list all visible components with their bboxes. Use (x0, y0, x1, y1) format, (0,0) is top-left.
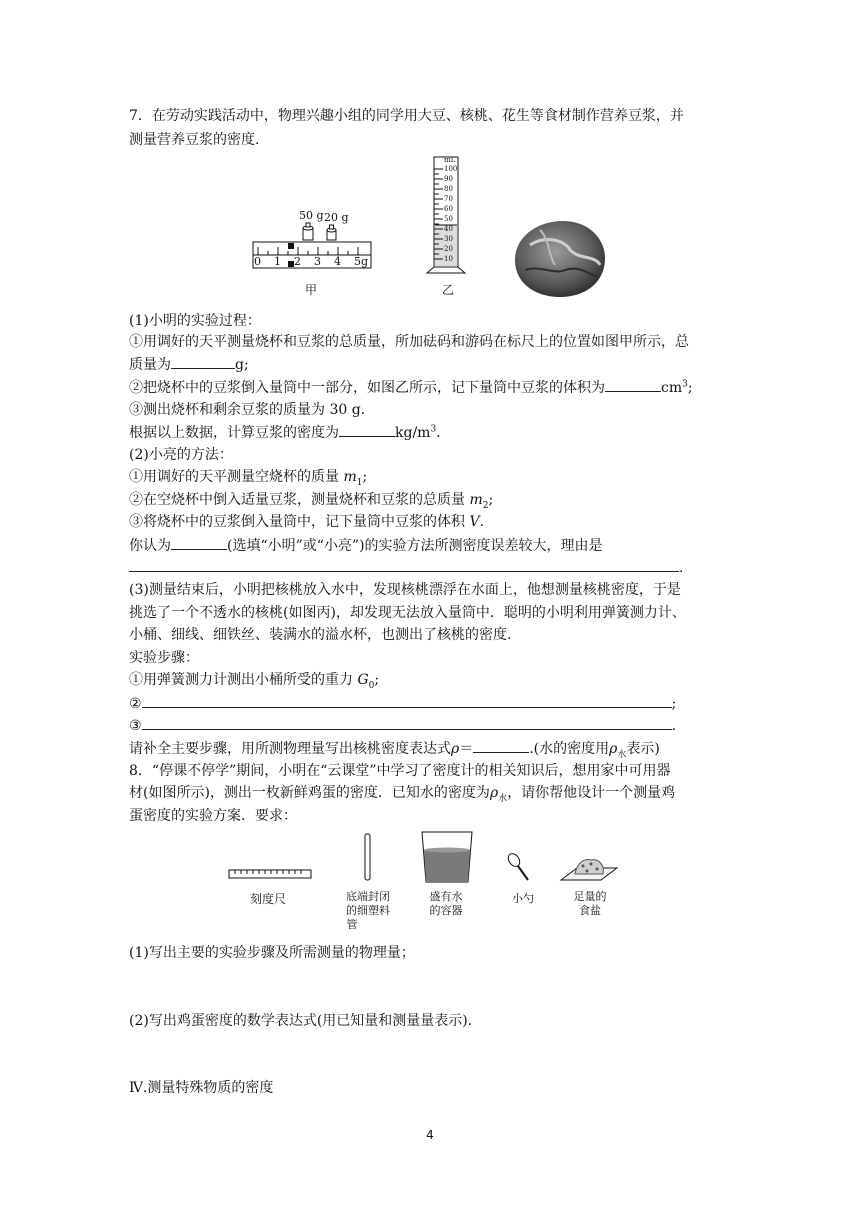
q7-part3-step3: ③ . (129, 715, 676, 736)
scale-label-4: 4 (334, 255, 341, 268)
q7-part1-step2: ②把烧杯中的豆浆倒入量筒中一部分，如图乙所示，记下量筒中豆浆的体积为 $cm^3$; (129, 377, 693, 398)
q7-part3-expression: 请补全主要步骤，用所测物理量写出核桃密度表达式ρ＝ .(水的密度用$\rho_水$表示) (129, 738, 660, 759)
scale-label-2: 2 (294, 255, 301, 268)
label-spoon: 小勺 (512, 892, 534, 905)
label-tube-line2: 的细塑料 (346, 904, 390, 917)
figure-yi-cylinder (425, 155, 475, 300)
cylinder-tick-80: 80 (444, 185, 453, 193)
q7-stem-line1: 7．在劳动实践活动中，物理兴趣小组的同学用大豆、核桃、花生等食材制作营养豆浆，并 (129, 108, 684, 124)
answer-blank-choice[interactable] (171, 535, 227, 550)
cylinder-tick-30: 30 (444, 235, 453, 243)
walnut-image (510, 215, 610, 300)
q8-stem-line1: 8．“停课不停学”期间，小明在“云课堂”中学习了密度计的相关知识后，想用家中可用器 (129, 763, 671, 779)
q7-part2-step2: ②在空烧杯中倒入适量豆浆，测量烧杯和豆浆的总质量 $m_2$; (129, 492, 494, 511)
caption-jia: 甲 (305, 283, 318, 297)
figure-equipment (225, 828, 645, 938)
figure-jia-balance (250, 205, 380, 300)
label-cup-line1: 盛有水 (429, 890, 463, 903)
section-heading: Ⅳ.测量特殊物质的密度 (129, 1080, 274, 1096)
weight-label-50g: 50 g (299, 209, 324, 222)
answer-blank-density[interactable] (339, 422, 395, 437)
q7-part3-step1: ①用弹簧测力计测出小桶所受的重力 $G_0$; (129, 672, 380, 691)
cylinder-tick-60: 60 (444, 205, 453, 213)
label-ruler: 刻度尺 (250, 892, 287, 906)
scale-label-0: 0 (254, 255, 261, 268)
q7-part1-title: (1)小明的实验过程： (129, 313, 261, 329)
cylinder-tick-70: 70 (444, 195, 453, 203)
q7-part3-line3: 小桶、细线、细铁丝、装满水的溢水杯，也测出了核桃的密度. (129, 627, 512, 643)
page-number: 4 (426, 1128, 434, 1142)
q7-part1-step1-line2: 质量为 g; (129, 354, 249, 375)
answer-blank-expression[interactable] (473, 738, 529, 753)
cylinder-tick-100: 100 (444, 165, 458, 173)
cylinder-tick-50: 50 (444, 215, 453, 223)
q7-part1-step1-line1: ①用调好的天平测量烧杯和豆浆的总质量，所加砝码和游码在标尺上的位置如图甲所示，总 (129, 334, 689, 350)
q8-requirement-1: (1)写出主要的实验步骤及所需测量的物理量； (129, 945, 415, 961)
cup-icon (422, 832, 472, 882)
q7-part1-density: 根据以上数据，计算豆浆的密度为 $kg/m^3$. (129, 422, 441, 443)
q8-requirement-2: (2)写出鸡蛋密度的数学表达式(用已知量和测量量表示). (129, 1013, 473, 1029)
label-salt-line1: 足量的 (573, 890, 607, 903)
cylinder-tick-90: 90 (444, 175, 453, 183)
caption-yi: 乙 (442, 283, 455, 297)
q7-stem-line2: 测量营养豆浆的密度. (129, 132, 260, 148)
spoon-icon (506, 851, 528, 880)
q7-part2-step1: ①用调好的天平测量空烧杯的质量 $m_1$; (129, 469, 368, 488)
scale-label-3: 3 (314, 255, 321, 268)
tube-icon (365, 834, 370, 880)
q7-part2-step3: ③将烧杯中的豆浆倒入量筒中，记下量筒中豆浆的体积 V. (129, 514, 485, 530)
q7-part3-line2: 挑选了一个不透水的核桃(如图丙)，却发现无法放入量筒中．聪明的小明利用弹簧测力计、 (129, 605, 686, 621)
q7-part2-reason-line: . (129, 557, 683, 578)
ruler-icon (229, 870, 311, 878)
label-salt-line2: 食盐 (579, 904, 601, 917)
q7-part2-title: (2)小亮的方法： (129, 447, 233, 463)
q7-part3-step2: ② ; (129, 693, 676, 714)
cylinder-unit: mL (444, 156, 456, 164)
scale-label-5g: 5g (354, 255, 369, 268)
label-cup-line2: 的容器 (429, 904, 463, 917)
cylinder-tick-20: 20 (444, 245, 453, 253)
label-tube-line1: 底端封闭 (346, 890, 390, 903)
weight-label-20g: 20 g (324, 211, 349, 224)
q7-part1-step3: ③测出烧杯和剩余豆浆的质量为 30 g. (129, 402, 366, 418)
q7-part2-question: 你认为 (选填“小明”或“小亮”)的实验方法所测密度误差较大，理由是 (129, 535, 603, 556)
scale-label-1: 1 (274, 255, 281, 268)
answer-blank-reason[interactable] (129, 557, 679, 572)
equipment-svg (225, 828, 645, 888)
answer-blank-total-mass[interactable] (171, 354, 235, 369)
figure-walnut (510, 215, 610, 300)
salt-icon (561, 860, 617, 880)
answer-blank-step2[interactable] (142, 693, 672, 708)
q7-part3-line1: (3)测量结束后，小明把核桃放入水中，发现核桃漂浮在水面上，他想测量核桃密度，于是 (129, 582, 681, 598)
q7-part3-steps-label: 实验步骤： (129, 650, 199, 666)
cylinder-tick-10: 10 (444, 255, 453, 263)
answer-blank-volume[interactable] (605, 377, 661, 392)
q8-stem-line2: 材(如图所示)，测出一枚新鲜鸡蛋的密度．已知水的密度为$\rho_水$，请你帮他设计一个测量鸡 (129, 785, 676, 804)
q8-stem-line3: 蛋密度的实验方案．要求： (129, 808, 297, 824)
answer-blank-step3[interactable] (142, 715, 672, 730)
label-tube-line3: 管 (346, 918, 358, 931)
cylinder-tick-40: 40 (444, 225, 453, 233)
